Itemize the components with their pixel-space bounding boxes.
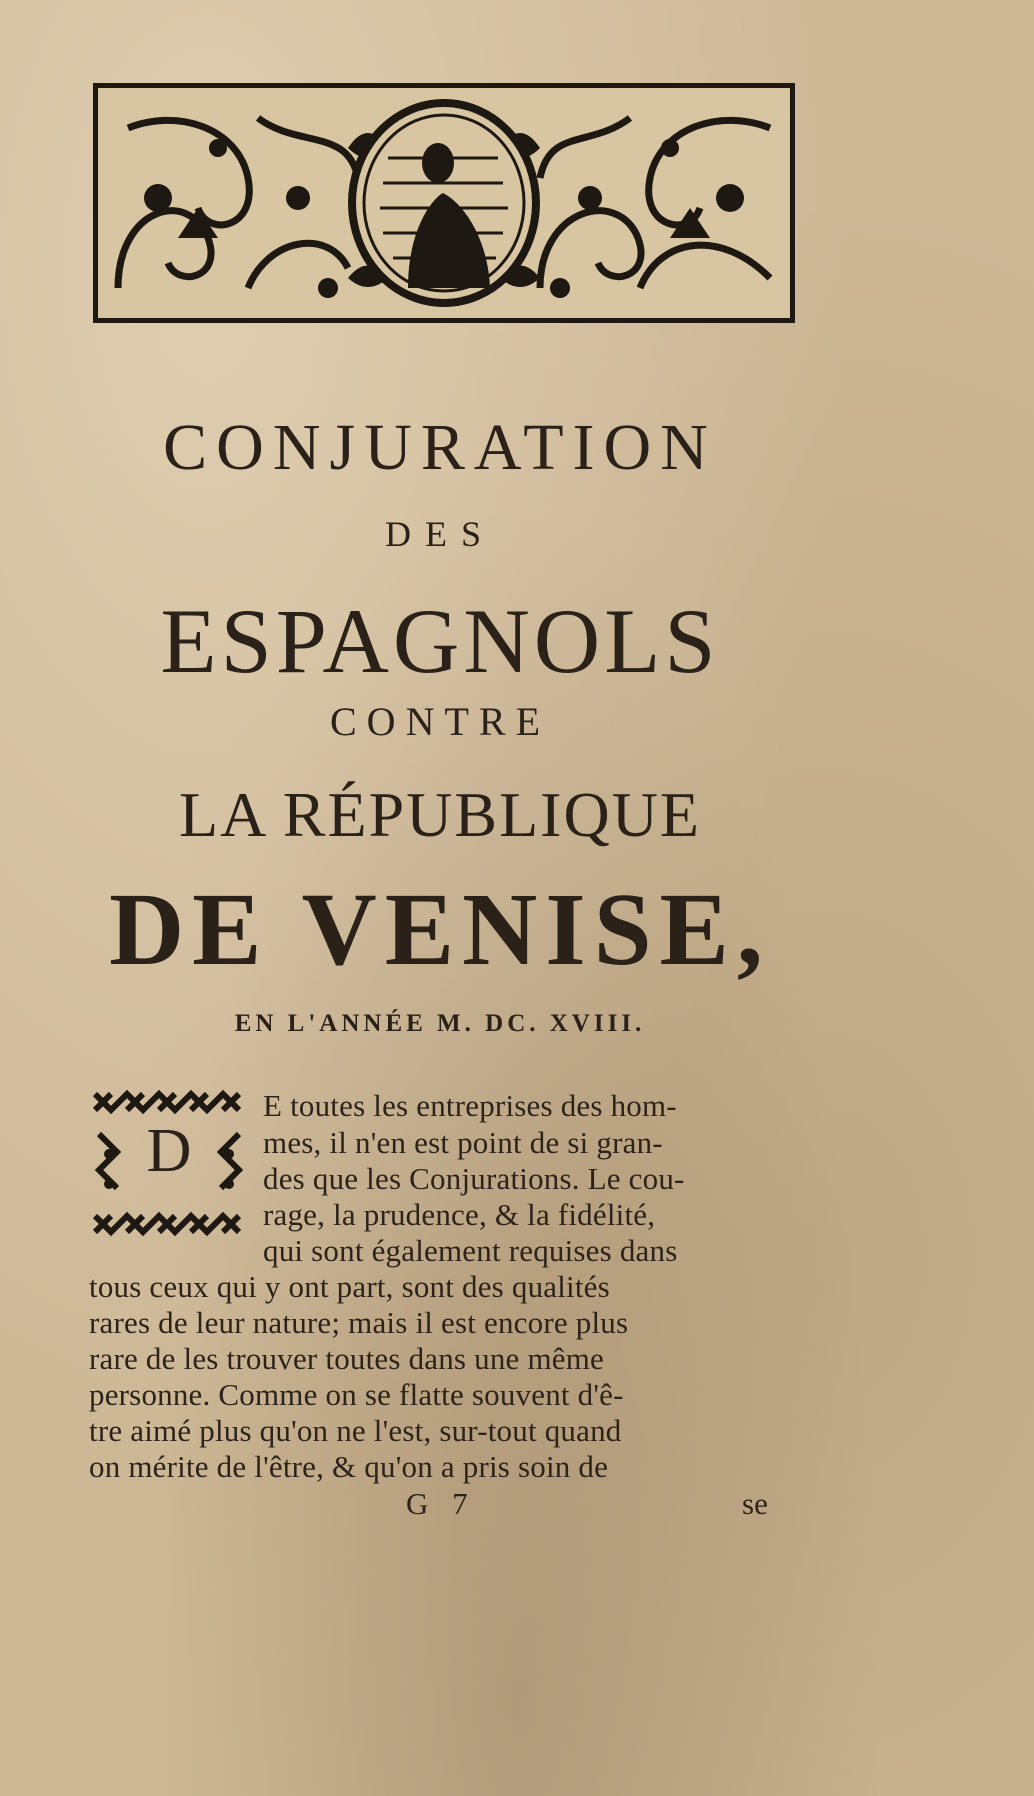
body-line-8: rare de les trouver toutes dans une même [89, 1341, 605, 1376]
title-line-7: EN L'ANNÉE M. DC. XVIII. [234, 1010, 646, 1037]
body-line-3: des que les Conjurations. Le cou- [263, 1161, 685, 1196]
body-line-7: rares de leur nature; mais il est encore plus [89, 1305, 629, 1340]
body-line-2: mes, il n'en est point de si gran- [263, 1125, 663, 1160]
title-line-2: DES [384, 514, 495, 554]
title-line-6: DE VENISE, [109, 872, 771, 987]
title-line-3: ESPAGNOLS [160, 590, 720, 692]
headpiece-ornament-icon [98, 88, 790, 318]
dropcap-letter: D [146, 1117, 192, 1185]
title-line-1: CONJURATION [163, 411, 717, 484]
body-line-4: rage, la prudence, & la fidélité, [263, 1197, 656, 1232]
body-line-11: on mérite de l'être, & qu'on a pris soin de [89, 1449, 609, 1484]
body-line-1: E toutes les entreprises des hom- [263, 1088, 677, 1123]
catchword: se [742, 1486, 768, 1521]
body-line-5: qui sont également requises dans [263, 1233, 678, 1268]
body-line-6: tous ceux qui y ont part, sont des qualités [89, 1269, 610, 1304]
signature-mark: G 7 [406, 1486, 476, 1521]
ornamental-headpiece [93, 83, 795, 323]
title-line-4: CONTRE [330, 699, 550, 744]
body-line-9: personne. Comme on se flatte souvent d'ê- [89, 1377, 624, 1412]
title-line-5: LA RÉPUBLIQUE [179, 779, 701, 850]
body-line-10: tre aimé plus qu'on ne l'est, sur-tout quand [89, 1413, 622, 1448]
dropcap-block [89, 1084, 249, 1242]
